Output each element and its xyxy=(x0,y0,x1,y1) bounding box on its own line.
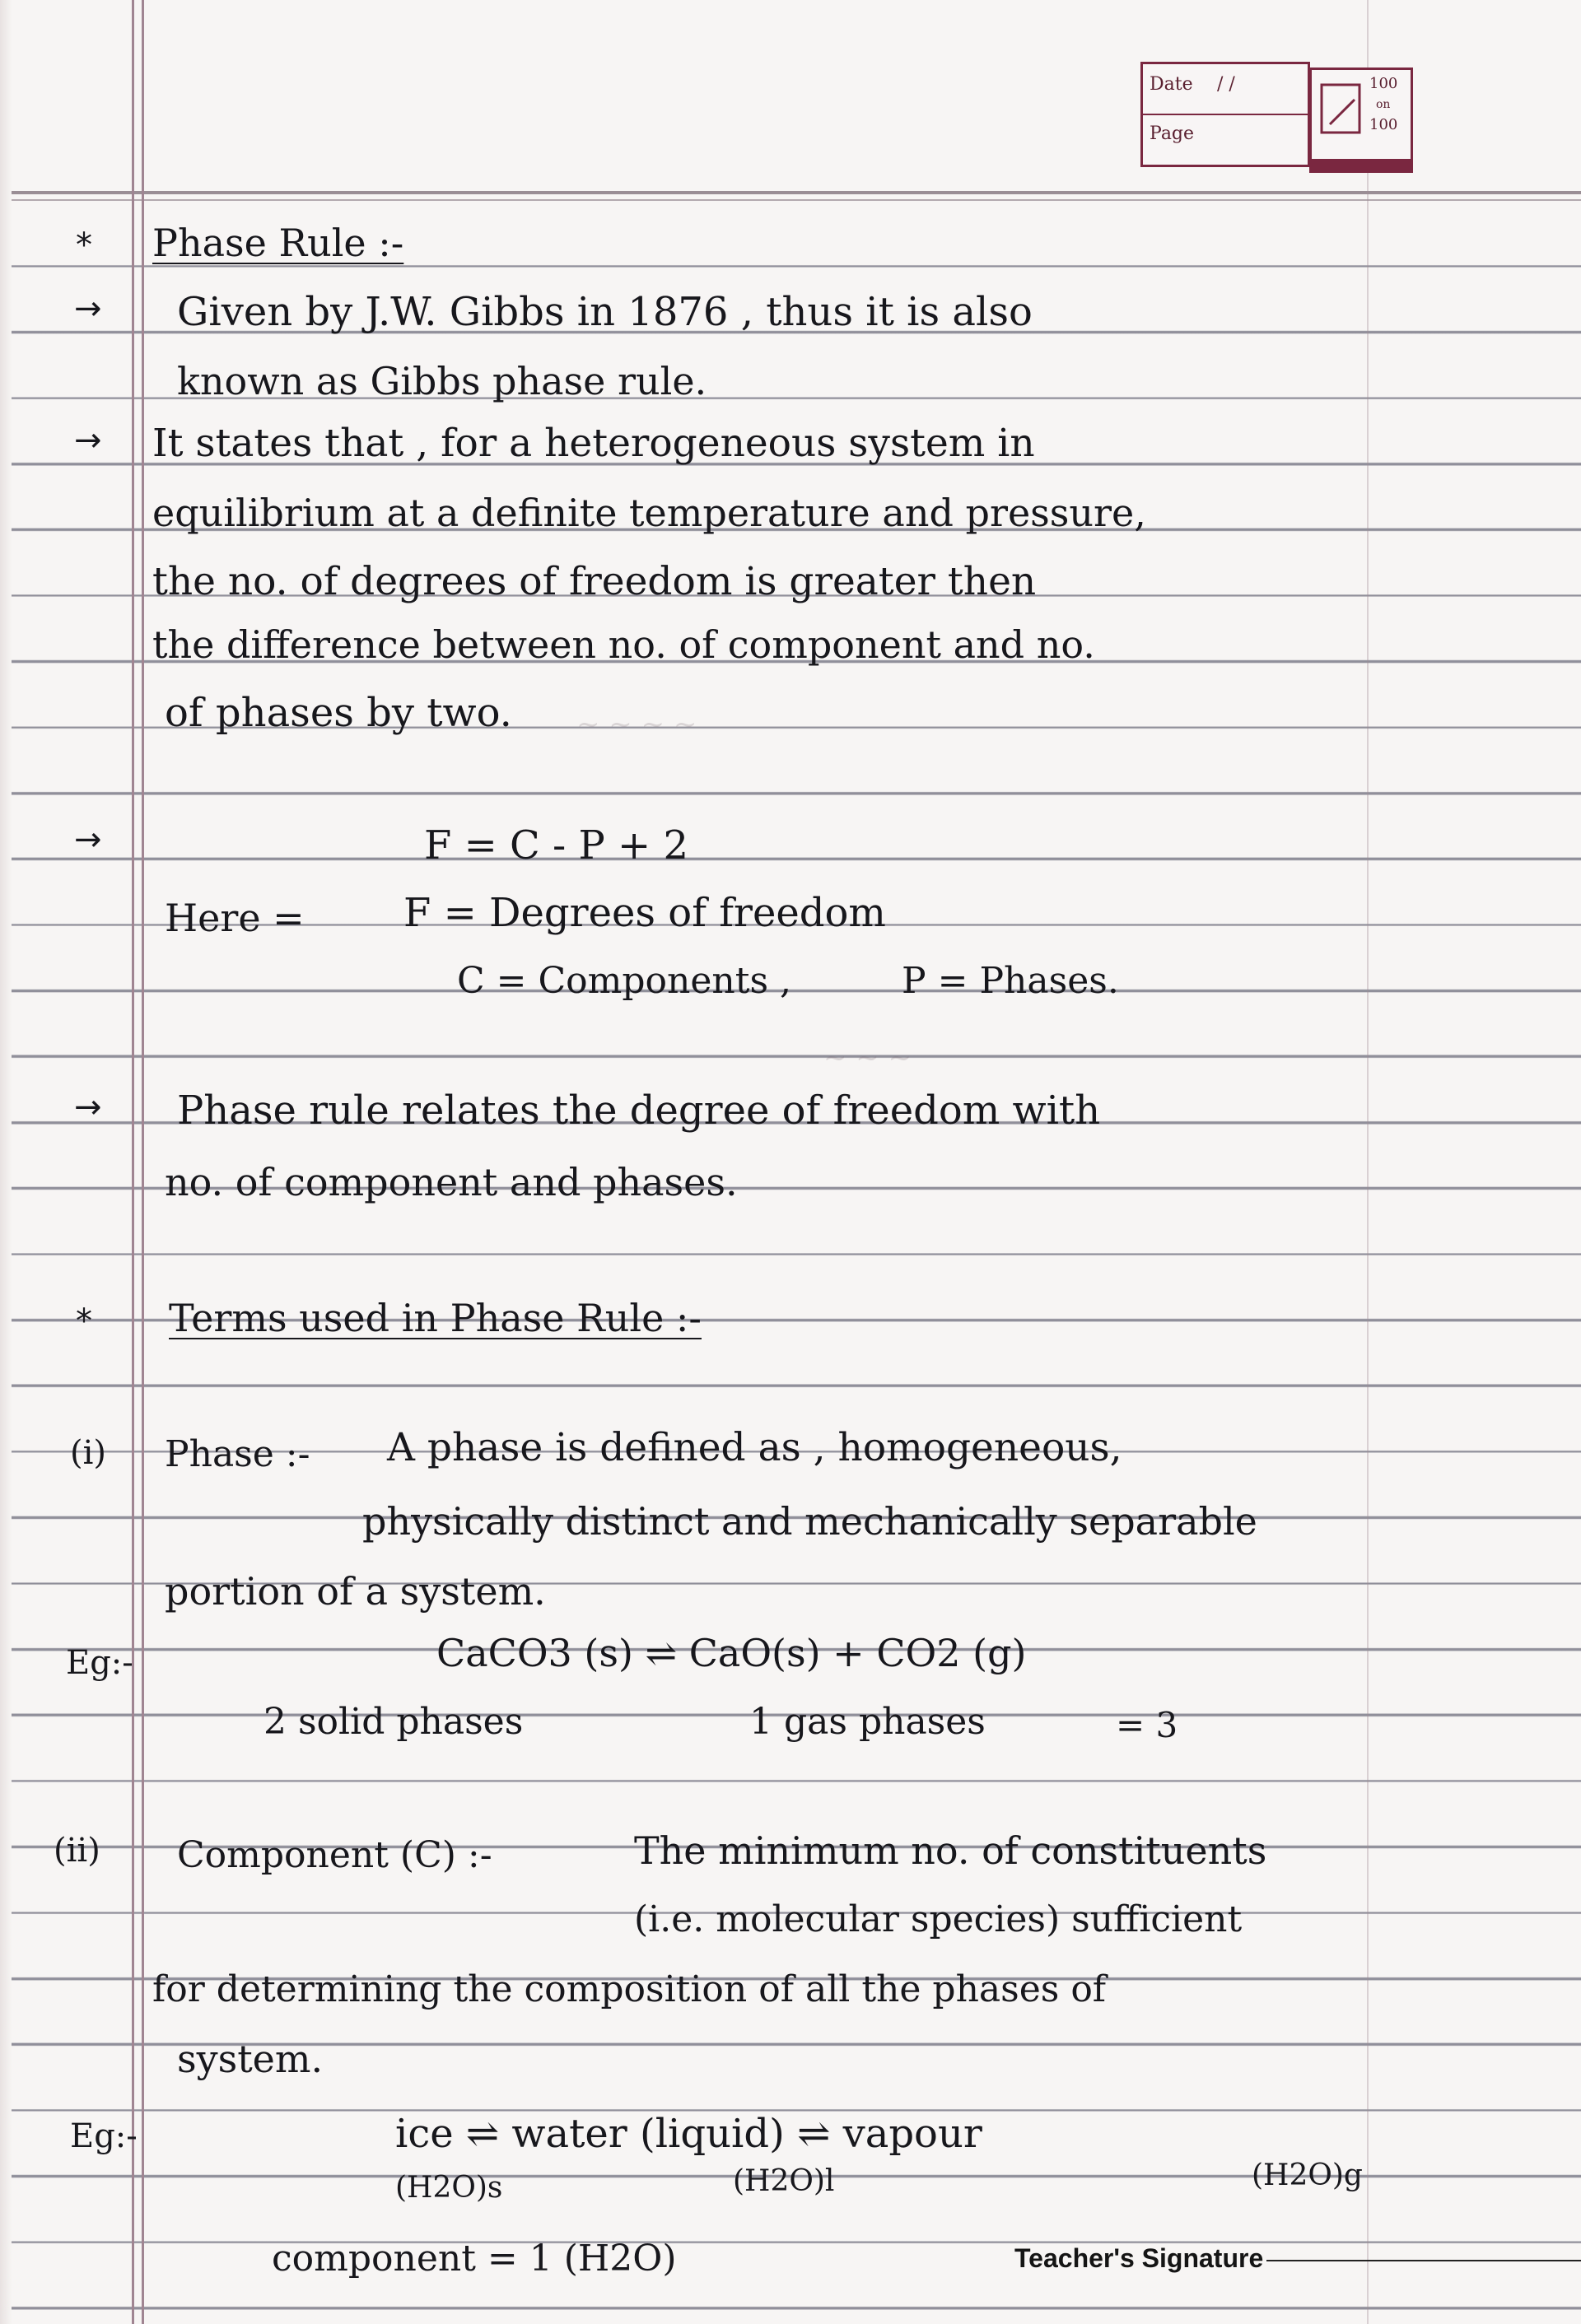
phase-count-total: = 3 xyxy=(1116,1705,1178,1745)
component-sub-water: (H2O)l xyxy=(733,2164,835,2198)
component-line-2: (i.e. molecular species) sufficient xyxy=(634,1898,1243,1940)
logo-text-mid: on xyxy=(1376,98,1391,111)
star-mark: * xyxy=(76,1302,92,1340)
arrow-mark: → xyxy=(74,421,102,459)
arrow-mark: → xyxy=(74,290,102,328)
component-count: component = 1 (H2O) xyxy=(272,2238,677,2280)
logo-stamp xyxy=(1312,159,1411,170)
page-edge-shadow xyxy=(0,0,12,2324)
header-rule-thin xyxy=(0,199,1581,201)
component-eg-label: Eg:- xyxy=(70,2117,138,2155)
phase-eg-label: Eg:- xyxy=(66,1644,133,1682)
phase-line-2: physically distinct and mechanically separable xyxy=(362,1499,1257,1544)
formula-equation: F = C - P + 2 xyxy=(424,822,689,869)
component-sub-vapour: (H2O)g xyxy=(1252,2159,1363,2192)
statement-line-1: It states that , for a heterogeneous system in xyxy=(152,421,1035,466)
intro-line-2: known as Gibbs phase rule. xyxy=(177,359,707,403)
formula-f-definition: F = Degrees of freedom xyxy=(403,890,886,936)
relation-line-2: no. of component and phases. xyxy=(165,1160,738,1204)
component-label: Component (C) :- xyxy=(177,1834,492,1876)
page-label: Page xyxy=(1150,123,1195,144)
phase-count-solid: 2 solid phases xyxy=(264,1701,524,1743)
date-value: / / xyxy=(1217,74,1235,95)
intro-line-1: Given by J.W. Gibbs in 1876 , thus it is also xyxy=(177,289,1033,335)
date-label: Date xyxy=(1150,74,1193,95)
component-line-1: The minimum no. of constituents xyxy=(634,1828,1267,1873)
teachers-signature xyxy=(1014,2243,1581,2274)
phase-count-gas: 1 gas phases xyxy=(749,1701,986,1743)
phase-label: Phase :- xyxy=(165,1433,310,1475)
phase-line-1: A phase is defined as , homogeneous, xyxy=(387,1425,1122,1470)
phase-line-3: portion of a system. xyxy=(165,1569,546,1614)
phase-index: (i) xyxy=(70,1434,107,1472)
formula-here: Here = xyxy=(165,896,305,940)
component-line-3: for determining the composition of all the phases of xyxy=(152,1968,1107,2010)
terms-heading: Terms used in Phase Rule :- xyxy=(169,1296,702,1340)
arrow-mark: → xyxy=(74,1088,102,1126)
component-equation: ice ⇌ water (liquid) ⇌ vapour xyxy=(395,2111,982,2157)
header-rule xyxy=(0,191,1581,194)
bleed-through: ~ ~ ~ xyxy=(823,1041,912,1074)
component-index: (ii) xyxy=(54,1832,100,1870)
title: Phase Rule :- xyxy=(152,221,404,265)
formula-p-definition: P = Phases. xyxy=(902,960,1119,1002)
formula-c-definition: C = Components , xyxy=(457,960,791,1002)
logo-text-bottom: 100 xyxy=(1369,116,1398,133)
arrow-mark: → xyxy=(74,821,102,859)
margin-line xyxy=(132,0,134,2324)
bleed-through: ~ ~ ~ ~ xyxy=(576,708,697,741)
statement-line-5: of phases by two. xyxy=(165,690,512,736)
date-page-box xyxy=(1140,62,1310,167)
margin-line-inner xyxy=(142,0,144,2324)
phase-reaction: CaCO3 (s) ⇌ CaO(s) + CO2 (g) xyxy=(436,1631,1027,1675)
star-mark: * xyxy=(76,226,92,264)
statement-line-3: the no. of degrees of freedom is greater then xyxy=(152,559,1037,604)
signature-line xyxy=(1266,2260,1581,2261)
component-sub-ice: (H2O)s xyxy=(395,2171,503,2205)
logo-text-top: 100 xyxy=(1369,75,1398,92)
date-divider xyxy=(1143,114,1308,115)
page-icon xyxy=(1318,82,1368,139)
component-line-4: system. xyxy=(177,2037,324,2081)
notebook-logo xyxy=(1309,68,1413,173)
relation-line-1: Phase rule relates the degree of freedom with xyxy=(177,1087,1101,1134)
signature-label: Teacher's Signature xyxy=(1014,2243,1264,2273)
statement-line-4: the difference between no. of component and no. xyxy=(152,622,1095,667)
statement-line-2: equilibrium at a definite temperature and pressure, xyxy=(152,491,1146,535)
right-guide xyxy=(1367,0,1369,2324)
